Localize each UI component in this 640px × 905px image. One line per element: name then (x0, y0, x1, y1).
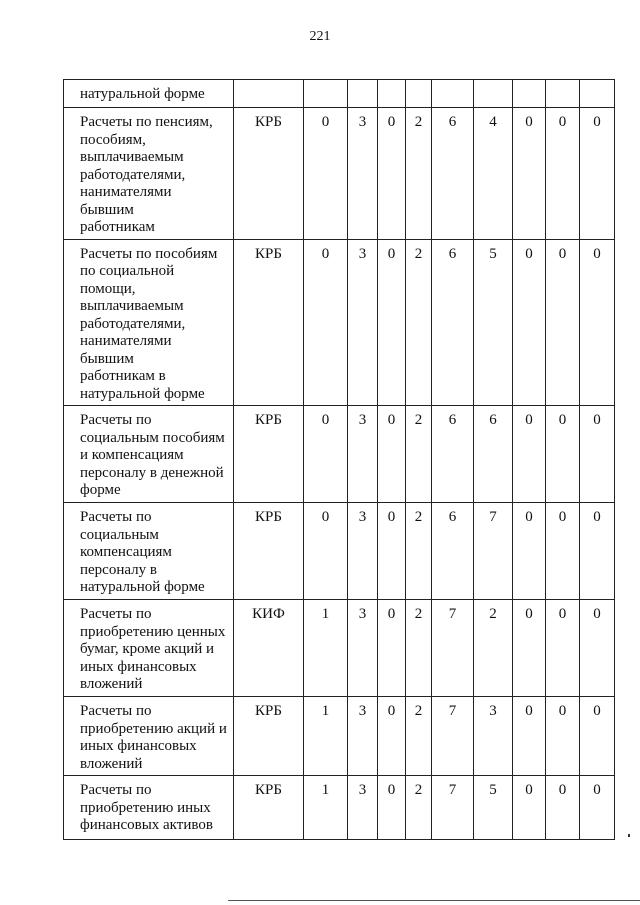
code-digit-cell: 2 (406, 600, 432, 697)
page-bottom-edge (228, 900, 640, 901)
account-name-line: компенсациям (80, 544, 172, 560)
account-name-cell (64, 406, 234, 503)
account-codes-table (63, 79, 615, 840)
account-name-line: нанимателями бывшим (80, 184, 172, 218)
account-type-cell: КРБ (234, 406, 304, 503)
account-name-line: приобретению иных (80, 799, 211, 816)
account-type-cell: КИФ (234, 600, 304, 697)
account-name-line: выплачиваемым (80, 298, 184, 314)
code-digit-cell: 4 (474, 108, 513, 240)
code-digit-cell: 0 (513, 239, 546, 406)
account-name-line: финансовых активов (80, 817, 213, 833)
code-digit-cell: 0 (378, 503, 406, 600)
table-row (64, 108, 615, 240)
account-name-line: Расчеты по (80, 782, 152, 798)
account-type-cell (234, 80, 304, 108)
account-name-line: вложений (80, 676, 143, 692)
code-digit-cell: 0 (304, 239, 348, 406)
code-digit-cell: 3 (348, 600, 378, 697)
code-digit-cell: 3 (348, 239, 378, 406)
code-digit-cell: 0 (378, 697, 406, 776)
code-digit-cell: 7 (432, 776, 474, 840)
account-name-line: приобретению акций и (80, 720, 227, 737)
account-name-line: социальным пособиям (80, 429, 225, 446)
code-digit-cell (304, 80, 348, 108)
code-digit-cell: 0 (546, 503, 580, 600)
code-digit-cell: 2 (406, 406, 432, 503)
table-body (64, 80, 615, 840)
account-name-line: работникам (80, 219, 155, 235)
code-digit-cell: 6 (432, 108, 474, 240)
page-number: 221 (309, 29, 331, 44)
account-name-line: по социальной (80, 263, 175, 279)
account-name-line: натуральной форме (80, 86, 205, 102)
account-name-line: форме (80, 482, 121, 498)
code-digit-cell: 5 (474, 776, 513, 840)
account-name-line: и компенсациям (80, 447, 184, 463)
code-digit-cell (406, 80, 432, 108)
code-digit-cell: 3 (348, 776, 378, 840)
account-name-line: нанимателями бывшим (80, 333, 172, 367)
account-name-line: выплачиваемым (80, 149, 184, 165)
code-digit-cell: 0 (546, 600, 580, 697)
code-digit-cell: 2 (406, 776, 432, 840)
account-name-line: Расчеты по пособиям (80, 245, 218, 262)
table-row (64, 776, 615, 840)
table-row (64, 503, 615, 600)
code-digit-cell: 7 (474, 503, 513, 600)
account-name-cell (64, 776, 234, 840)
account-name-line: Расчеты по (80, 703, 152, 719)
code-digit-cell: 0 (580, 239, 615, 406)
code-digit-cell: 0 (304, 108, 348, 240)
code-digit-cell: 0 (513, 406, 546, 503)
account-name-line: Расчеты по (80, 606, 152, 622)
account-name-line: натуральной форме (80, 385, 205, 402)
code-digit-cell: 0 (304, 406, 348, 503)
code-digit-cell: 6 (432, 239, 474, 406)
code-digit-cell: 0 (513, 697, 546, 776)
code-digit-cell: 3 (348, 406, 378, 503)
code-digit-cell: 3 (348, 108, 378, 240)
code-digit-cell: 1 (304, 776, 348, 840)
account-name-line: социальным (80, 526, 159, 543)
code-digit-cell: 2 (406, 239, 432, 406)
account-type-cell: КРБ (234, 697, 304, 776)
code-digit-cell: 0 (546, 406, 580, 503)
account-name-cell (64, 503, 234, 600)
code-digit-cell: 0 (580, 406, 615, 503)
code-digit-cell: 0 (513, 108, 546, 240)
account-type-cell: КРБ (234, 776, 304, 840)
account-name-cell (64, 108, 234, 240)
account-name-cell (64, 80, 234, 108)
account-type-cell: КРБ (234, 239, 304, 406)
table-row (64, 600, 615, 697)
account-type-cell: КРБ (234, 108, 304, 240)
code-digit-cell: 5 (474, 239, 513, 406)
code-digit-cell: 0 (580, 503, 615, 600)
account-name-line: персоналу в (80, 561, 157, 578)
account-name-line: работникам в (80, 368, 166, 384)
account-name-cell (64, 697, 234, 776)
code-digit-cell (513, 80, 546, 108)
code-digit-cell: 7 (432, 697, 474, 776)
code-digit-cell: 7 (432, 600, 474, 697)
code-digit-cell: 0 (513, 503, 546, 600)
code-digit-cell: 3 (474, 697, 513, 776)
code-digit-cell: 0 (580, 776, 615, 840)
code-digit-cell (348, 80, 378, 108)
account-name-line: помощи, (80, 280, 136, 297)
table-row (64, 239, 615, 406)
code-digit-cell: 6 (432, 406, 474, 503)
account-name-cell (64, 600, 234, 697)
code-digit-cell: 0 (546, 776, 580, 840)
code-digit-cell: 0 (378, 108, 406, 240)
account-name-line: Расчеты по пенсиям, (80, 114, 213, 130)
code-digit-cell (378, 80, 406, 108)
account-name-line: пособиям, (80, 131, 146, 148)
table-row (64, 697, 615, 776)
code-digit-cell: 2 (474, 600, 513, 697)
code-digit-cell (474, 80, 513, 108)
code-digit-cell (432, 80, 474, 108)
code-digit-cell: 3 (348, 697, 378, 776)
account-name-line: вложений (80, 755, 143, 772)
code-digit-cell: 0 (546, 239, 580, 406)
code-digit-cell: 3 (348, 503, 378, 600)
code-digit-cell: 0 (580, 108, 615, 240)
code-digit-cell: 0 (580, 600, 615, 697)
account-type-cell: КРБ (234, 503, 304, 600)
code-digit-cell: 0 (304, 503, 348, 600)
code-digit-cell: 1 (304, 600, 348, 697)
code-digit-cell: 0 (546, 697, 580, 776)
code-digit-cell: 0 (378, 239, 406, 406)
account-name-line: иных финансовых (80, 658, 197, 675)
code-digit-cell: 2 (406, 697, 432, 776)
account-name-line: Расчеты по (80, 509, 152, 525)
account-name-line: работодателями, (80, 315, 186, 332)
account-name-line: натуральной форме (80, 579, 205, 595)
scan-artifact (628, 834, 630, 837)
code-digit-cell (546, 80, 580, 108)
code-digit-cell: 6 (474, 406, 513, 503)
code-digit-cell (580, 80, 615, 108)
code-digit-cell: 0 (546, 108, 580, 240)
code-digit-cell: 0 (513, 776, 546, 840)
code-digit-cell: 0 (378, 406, 406, 503)
account-name-line: работодателями, (80, 166, 186, 183)
table-row (64, 80, 615, 108)
account-name-line: иных финансовых (80, 738, 197, 754)
code-digit-cell: 2 (406, 503, 432, 600)
code-digit-cell: 0 (378, 600, 406, 697)
code-digit-cell: 0 (378, 776, 406, 840)
account-name-line: бумаг, кроме акций и (80, 641, 215, 657)
code-digit-cell: 2 (406, 108, 432, 240)
code-digit-cell: 1 (304, 697, 348, 776)
code-digit-cell: 6 (432, 503, 474, 600)
account-name-cell (64, 239, 234, 406)
code-digit-cell: 0 (580, 697, 615, 776)
account-name-line: персоналу в денежной (80, 464, 224, 481)
account-name-line: Расчеты по (80, 412, 152, 428)
code-digit-cell: 0 (513, 600, 546, 697)
table-row (64, 406, 615, 503)
account-name-line: приобретению ценных (80, 623, 226, 640)
